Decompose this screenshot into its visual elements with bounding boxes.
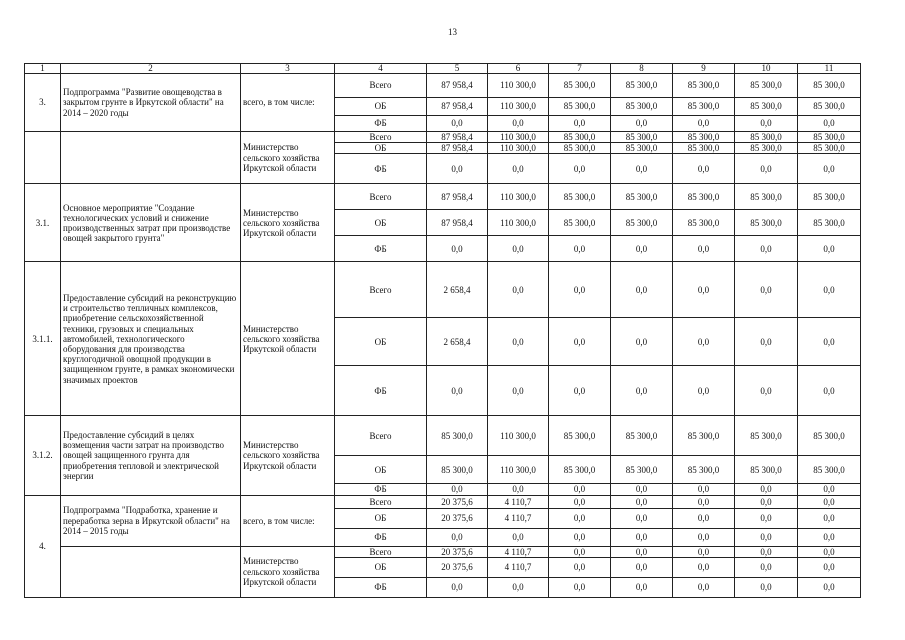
- amount-cell: 0,0: [488, 577, 549, 597]
- funding-source: Всего: [335, 495, 427, 508]
- amount-cell: 0,0: [427, 154, 488, 184]
- amount-cell: 0,0: [549, 495, 611, 508]
- amount-cell: 85 300,0: [735, 132, 798, 143]
- amount-cell: 2 658,4: [427, 318, 488, 366]
- amount-cell: 0,0: [488, 484, 549, 495]
- amount-cell: 0,0: [798, 154, 861, 184]
- amount-cell: 110 300,0: [488, 456, 549, 484]
- amount-cell: 0,0: [798, 508, 861, 528]
- amount-cell: 85 300,0: [735, 456, 798, 484]
- amount-cell: 0,0: [549, 528, 611, 546]
- amount-cell: 0,0: [549, 557, 611, 577]
- amount-cell: 0,0: [549, 262, 611, 318]
- amount-cell: 0,0: [735, 557, 798, 577]
- amount-cell: 0,0: [798, 366, 861, 416]
- amount-cell: 0,0: [427, 366, 488, 416]
- amount-cell: 0,0: [735, 262, 798, 318]
- amount-cell: 4 110,7: [488, 557, 549, 577]
- amount-cell: 0,0: [735, 577, 798, 597]
- amount-cell: 85 300,0: [798, 74, 861, 98]
- amount-cell: 0,0: [611, 577, 673, 597]
- item-name: [61, 546, 241, 597]
- item-code: 3.1.1.: [25, 262, 61, 416]
- amount-cell: 0,0: [673, 318, 735, 366]
- budget-table: [24, 63, 861, 598]
- amount-cell: 0,0: [427, 484, 488, 495]
- column-header-6: 6: [488, 64, 549, 74]
- column-header-2: 2: [61, 64, 241, 74]
- column-header-1: 1: [25, 64, 61, 74]
- column-header-11: 11: [798, 64, 861, 74]
- amount-cell: 0,0: [611, 318, 673, 366]
- amount-cell: 0,0: [673, 577, 735, 597]
- amount-cell: 0,0: [611, 484, 673, 495]
- executor: Министерство сельского хозяйства Иркутской области: [241, 132, 335, 184]
- amount-cell: 0,0: [427, 116, 488, 132]
- executor: всего, в том числе:: [241, 495, 335, 546]
- amount-cell: 0,0: [611, 262, 673, 318]
- column-header-5: 5: [427, 64, 488, 74]
- amount-cell: 85 300,0: [549, 210, 611, 236]
- amount-cell: 0,0: [798, 495, 861, 508]
- amount-cell: 0,0: [798, 116, 861, 132]
- funding-source: Всего: [335, 262, 427, 318]
- amount-cell: 85 300,0: [673, 98, 735, 116]
- funding-source: Всего: [335, 184, 427, 210]
- amount-cell: 85 300,0: [673, 416, 735, 456]
- amount-cell: 85 300,0: [798, 143, 861, 154]
- amount-cell: 20 375,6: [427, 546, 488, 557]
- amount-cell: 2 658,4: [427, 262, 488, 318]
- amount-cell: 0,0: [611, 508, 673, 528]
- table-row: [25, 546, 861, 557]
- amount-cell: 0,0: [611, 528, 673, 546]
- amount-cell: 0,0: [673, 508, 735, 528]
- amount-cell: 110 300,0: [488, 210, 549, 236]
- column-header-9: 9: [673, 64, 735, 74]
- amount-cell: 0,0: [735, 116, 798, 132]
- funding-source: ФБ: [335, 528, 427, 546]
- amount-cell: 110 300,0: [488, 74, 549, 98]
- amount-cell: 0,0: [611, 236, 673, 262]
- executor: Министерство сельского хозяйства Иркутской области: [241, 184, 335, 262]
- funding-source: Всего: [335, 132, 427, 143]
- amount-cell: 85 300,0: [798, 456, 861, 484]
- funding-source: ФБ: [335, 484, 427, 495]
- amount-cell: 85 300,0: [549, 416, 611, 456]
- table-row: [25, 495, 861, 508]
- amount-cell: 85 300,0: [735, 184, 798, 210]
- item-name: Предоставление субсидий в целях возмещения части затрат на производство овощей защищенного грунта для приобретения тепловой и электрической энергии: [61, 416, 241, 495]
- amount-cell: 4 110,7: [488, 546, 549, 557]
- amount-cell: 85 300,0: [673, 74, 735, 98]
- amount-cell: 0,0: [611, 557, 673, 577]
- amount-cell: 0,0: [549, 484, 611, 495]
- amount-cell: 85 300,0: [611, 74, 673, 98]
- amount-cell: 0,0: [735, 318, 798, 366]
- item-name: Предоставление субсидий на реконструкцию и строительство тепличных комплексов, приобретение сельскохозяйственной техники, грузовых и специальных автомобилей, технологического оборудования для производства круглогодичной овощной продукции в защищенном грунте, в рамках экономически значимых проектов: [61, 262, 241, 416]
- amount-cell: 85 300,0: [673, 210, 735, 236]
- amount-cell: 0,0: [673, 546, 735, 557]
- amount-cell: 0,0: [673, 236, 735, 262]
- amount-cell: 85 300,0: [549, 143, 611, 154]
- amount-cell: 0,0: [735, 508, 798, 528]
- amount-cell: 0,0: [735, 366, 798, 416]
- amount-cell: 85 300,0: [549, 74, 611, 98]
- item-code: [25, 132, 61, 184]
- amount-cell: 85 300,0: [735, 74, 798, 98]
- amount-cell: 87 958,4: [427, 98, 488, 116]
- amount-cell: 85 300,0: [611, 416, 673, 456]
- amount-cell: 0,0: [798, 236, 861, 262]
- item-name: Подпрограмма "Развитие овощеводства в закрытом грунте в Иркутской области" на 2014 – 2020 годы: [61, 74, 241, 132]
- amount-cell: 0,0: [427, 528, 488, 546]
- amount-cell: 0,0: [673, 154, 735, 184]
- amount-cell: 0,0: [611, 366, 673, 416]
- amount-cell: 0,0: [427, 236, 488, 262]
- amount-cell: 0,0: [673, 484, 735, 495]
- amount-cell: 0,0: [549, 546, 611, 557]
- amount-cell: 0,0: [798, 546, 861, 557]
- amount-cell: 0,0: [611, 116, 673, 132]
- amount-cell: 110 300,0: [488, 98, 549, 116]
- table-row: [25, 262, 861, 318]
- amount-cell: 0,0: [549, 508, 611, 528]
- amount-cell: 87 958,4: [427, 184, 488, 210]
- funding-source: ОБ: [335, 143, 427, 154]
- column-header-7: 7: [549, 64, 611, 74]
- amount-cell: 0,0: [735, 528, 798, 546]
- amount-cell: 85 300,0: [798, 98, 861, 116]
- amount-cell: 0,0: [488, 154, 549, 184]
- amount-cell: 0,0: [488, 262, 549, 318]
- amount-cell: 0,0: [735, 484, 798, 495]
- amount-cell: 85 300,0: [798, 416, 861, 456]
- amount-cell: 20 375,6: [427, 508, 488, 528]
- amount-cell: 85 300,0: [611, 132, 673, 143]
- page-number: 13: [448, 27, 457, 37]
- amount-cell: 0,0: [798, 318, 861, 366]
- amount-cell: 85 300,0: [735, 143, 798, 154]
- amount-cell: 85 300,0: [427, 456, 488, 484]
- column-header-3: 3: [241, 64, 335, 74]
- funding-source: Всего: [335, 546, 427, 557]
- funding-source: ФБ: [335, 366, 427, 416]
- amount-cell: 85 300,0: [798, 184, 861, 210]
- amount-cell: 0,0: [798, 577, 861, 597]
- funding-source: ФБ: [335, 577, 427, 597]
- amount-cell: 87 958,4: [427, 143, 488, 154]
- amount-cell: 0,0: [549, 577, 611, 597]
- amount-cell: 0,0: [549, 116, 611, 132]
- amount-cell: 110 300,0: [488, 132, 549, 143]
- amount-cell: 85 300,0: [735, 98, 798, 116]
- amount-cell: 4 110,7: [488, 495, 549, 508]
- amount-cell: 85 300,0: [673, 143, 735, 154]
- column-header-8: 8: [611, 64, 673, 74]
- amount-cell: 0,0: [549, 318, 611, 366]
- column-header-4: 4: [335, 64, 427, 74]
- amount-cell: 0,0: [798, 484, 861, 495]
- amount-cell: 85 300,0: [735, 210, 798, 236]
- amount-cell: 85 300,0: [673, 184, 735, 210]
- amount-cell: 0,0: [488, 528, 549, 546]
- amount-cell: 85 300,0: [735, 416, 798, 456]
- column-header-10: 10: [735, 64, 798, 74]
- funding-source: ОБ: [335, 557, 427, 577]
- amount-cell: 0,0: [798, 528, 861, 546]
- item-code: 3.1.: [25, 184, 61, 262]
- amount-cell: 0,0: [798, 557, 861, 577]
- amount-cell: 85 300,0: [611, 184, 673, 210]
- amount-cell: 85 300,0: [798, 132, 861, 143]
- item-name: Подпрограмма "Подработка, хранение и переработка зерна в Иркутской области" на 2014 – 2015 годы: [61, 495, 241, 546]
- funding-source: ОБ: [335, 210, 427, 236]
- amount-cell: 0,0: [488, 366, 549, 416]
- amount-cell: 0,0: [735, 236, 798, 262]
- amount-cell: 110 300,0: [488, 416, 549, 456]
- funding-source: ОБ: [335, 318, 427, 366]
- amount-cell: 0,0: [798, 262, 861, 318]
- amount-cell: 0,0: [611, 495, 673, 508]
- table-row: [25, 184, 861, 210]
- funding-source: ФБ: [335, 154, 427, 184]
- table-row: [25, 132, 861, 143]
- amount-cell: 0,0: [673, 366, 735, 416]
- funding-source: Всего: [335, 74, 427, 98]
- item-code: 3.1.2.: [25, 416, 61, 495]
- amount-cell: 0,0: [735, 546, 798, 557]
- amount-cell: 85 300,0: [549, 456, 611, 484]
- amount-cell: 0,0: [611, 154, 673, 184]
- amount-cell: 0,0: [488, 236, 549, 262]
- amount-cell: 87 958,4: [427, 210, 488, 236]
- executor: Министерство сельского хозяйства Иркутской области: [241, 262, 335, 416]
- amount-cell: 85 300,0: [798, 210, 861, 236]
- amount-cell: 110 300,0: [488, 184, 549, 210]
- amount-cell: 85 300,0: [549, 132, 611, 143]
- amount-cell: 0,0: [488, 116, 549, 132]
- amount-cell: 0,0: [488, 318, 549, 366]
- amount-cell: 85 300,0: [549, 98, 611, 116]
- amount-cell: 0,0: [611, 546, 673, 557]
- header-row: [25, 64, 861, 74]
- amount-cell: 0,0: [673, 495, 735, 508]
- amount-cell: 87 958,4: [427, 74, 488, 98]
- item-name: [61, 132, 241, 184]
- amount-cell: 0,0: [735, 495, 798, 508]
- amount-cell: 0,0: [673, 528, 735, 546]
- table-body: [25, 64, 861, 598]
- amount-cell: 0,0: [549, 154, 611, 184]
- amount-cell: 0,0: [549, 236, 611, 262]
- item-name: Основное мероприятие "Создание технологических условий и снижение производственных затрат при производстве овощей закрытого грунта": [61, 184, 241, 262]
- table-row: [25, 416, 861, 456]
- amount-cell: 20 375,6: [427, 557, 488, 577]
- funding-source: ФБ: [335, 116, 427, 132]
- funding-source: ОБ: [335, 508, 427, 528]
- executor: всего, в том числе:: [241, 74, 335, 132]
- amount-cell: 0,0: [735, 154, 798, 184]
- amount-cell: 87 958,4: [427, 132, 488, 143]
- amount-cell: 0,0: [549, 366, 611, 416]
- amount-cell: 85 300,0: [611, 210, 673, 236]
- amount-cell: 85 300,0: [673, 132, 735, 143]
- funding-source: ФБ: [335, 236, 427, 262]
- executor: Министерство сельского хозяйства Иркутской области: [241, 546, 335, 597]
- funding-source: ОБ: [335, 456, 427, 484]
- item-code: 4.: [25, 495, 61, 597]
- amount-cell: 4 110,7: [488, 508, 549, 528]
- amount-cell: 0,0: [673, 557, 735, 577]
- amount-cell: 85 300,0: [611, 456, 673, 484]
- amount-cell: 85 300,0: [549, 184, 611, 210]
- executor: Министерство сельского хозяйства Иркутской области: [241, 416, 335, 495]
- amount-cell: 110 300,0: [488, 143, 549, 154]
- funding-source: Всего: [335, 416, 427, 456]
- amount-cell: 0,0: [427, 577, 488, 597]
- amount-cell: 85 300,0: [427, 416, 488, 456]
- amount-cell: 85 300,0: [611, 98, 673, 116]
- item-code: 3.: [25, 74, 61, 132]
- amount-cell: 0,0: [673, 262, 735, 318]
- table-row: [25, 74, 861, 98]
- amount-cell: 0,0: [673, 116, 735, 132]
- amount-cell: 20 375,6: [427, 495, 488, 508]
- amount-cell: 85 300,0: [673, 456, 735, 484]
- amount-cell: 85 300,0: [611, 143, 673, 154]
- funding-source: ОБ: [335, 98, 427, 116]
